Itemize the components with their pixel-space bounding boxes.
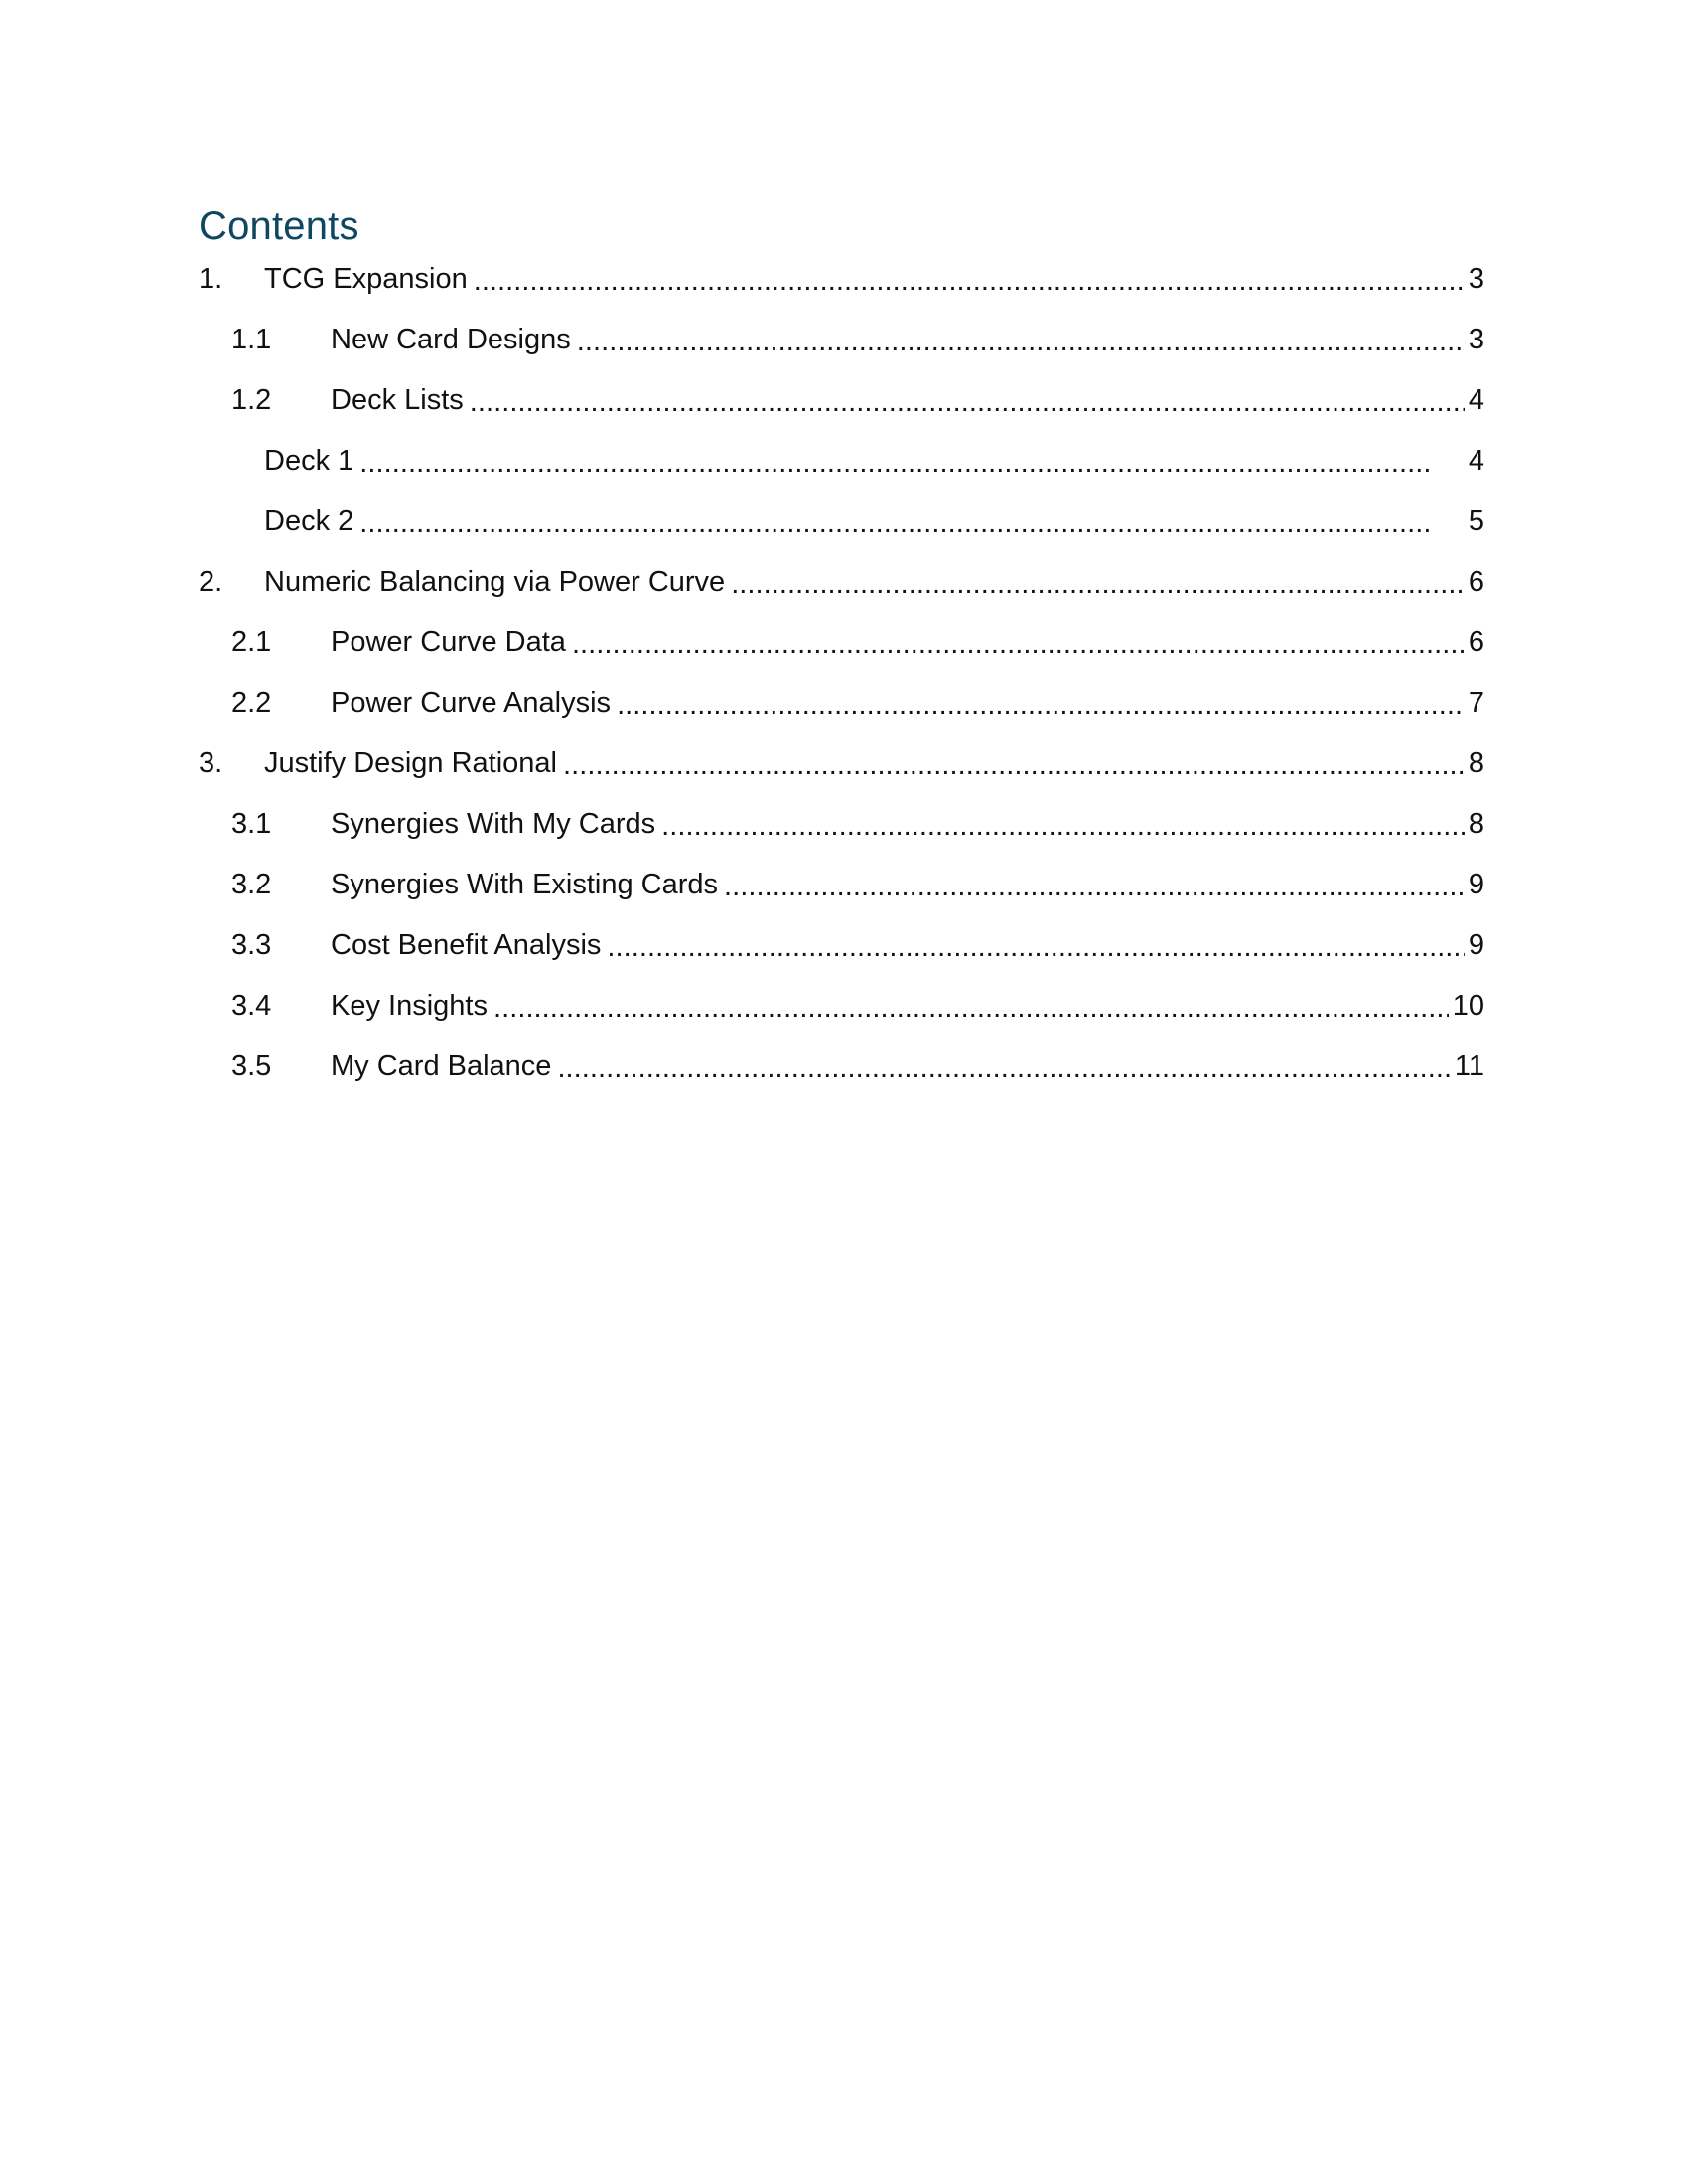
toc-entry-number: 2.2 xyxy=(231,686,272,719)
toc-entry-number: 2.1 xyxy=(231,625,272,658)
toc-entry-title: Synergies With My Cards xyxy=(331,807,656,840)
toc-entry-title: Cost Benefit Analysis xyxy=(331,928,602,961)
toc-entry[interactable] xyxy=(199,430,1484,490)
dot-leader xyxy=(577,324,1465,359)
toc-entry[interactable] xyxy=(199,672,1484,733)
toc-entry[interactable] xyxy=(199,309,1484,369)
toc-entry[interactable] xyxy=(199,914,1484,975)
table-of-contents xyxy=(199,248,1484,1096)
toc-entry[interactable] xyxy=(199,975,1484,1035)
toc-entry[interactable] xyxy=(199,1035,1484,1096)
toc-entry-page: 11 xyxy=(1454,1049,1484,1082)
toc-entry-title: Power Curve Analysis xyxy=(331,686,612,719)
toc-entry-number: 1.2 xyxy=(231,383,272,416)
dot-leader xyxy=(572,626,1465,662)
dot-leader xyxy=(474,263,1465,299)
toc-entry-page: 6 xyxy=(1468,625,1484,658)
dot-leader xyxy=(724,869,1465,904)
toc-entry[interactable] xyxy=(199,793,1484,854)
toc-entry-number: 3.3 xyxy=(231,928,272,961)
toc-entry-title: Power Curve Data xyxy=(331,625,566,658)
toc-entry[interactable] xyxy=(199,612,1484,672)
dot-leader xyxy=(661,808,1465,844)
toc-entry-page: 3 xyxy=(1468,262,1484,295)
toc-entry-title: Numeric Balancing via Power Curve xyxy=(264,565,726,598)
toc-entry-page: 9 xyxy=(1468,928,1484,961)
dot-leader xyxy=(359,505,1465,541)
toc-entry-page: 5 xyxy=(1468,504,1484,537)
toc-entry[interactable] xyxy=(199,248,1484,309)
toc-entry-page: 8 xyxy=(1468,747,1484,779)
toc-entry-number: 2. xyxy=(199,565,223,598)
dot-leader xyxy=(359,445,1465,480)
dot-leader xyxy=(731,566,1465,602)
toc-entry-title: Key Insights xyxy=(331,989,488,1022)
toc-entry-page: 3 xyxy=(1468,323,1484,355)
toc-entry-title: TCG Expansion xyxy=(264,262,468,295)
toc-entry-title: Justify Design Rational xyxy=(264,747,557,779)
toc-entry[interactable] xyxy=(199,369,1484,430)
dot-leader xyxy=(557,1050,1450,1086)
toc-entry-page: 8 xyxy=(1468,807,1484,840)
toc-entry-page: 7 xyxy=(1468,686,1484,719)
toc-entry-page: 4 xyxy=(1468,383,1484,416)
toc-entry-title: Synergies With Existing Cards xyxy=(331,868,719,900)
dot-leader xyxy=(617,687,1465,723)
dot-leader xyxy=(470,384,1465,420)
toc-entry[interactable] xyxy=(199,551,1484,612)
toc-entry-title: Deck Lists xyxy=(331,383,464,416)
toc-entry-title: Deck 2 xyxy=(264,504,354,537)
dot-leader xyxy=(563,748,1465,783)
toc-entry-page: 9 xyxy=(1468,868,1484,900)
toc-entry-title: New Card Designs xyxy=(331,323,571,355)
toc-entry-number: 3.1 xyxy=(231,807,272,840)
toc-entry[interactable] xyxy=(199,733,1484,793)
toc-entry-number: 3.5 xyxy=(231,1049,272,1082)
toc-entry[interactable] xyxy=(199,490,1484,551)
toc-entry-number: 1.1 xyxy=(231,323,272,355)
toc-entry-number: 1. xyxy=(199,262,223,295)
toc-entry-page: 10 xyxy=(1452,989,1484,1022)
toc-entry-number: 3.4 xyxy=(231,989,272,1022)
toc-entry-title: My Card Balance xyxy=(331,1049,552,1082)
toc-entry-number: 3.2 xyxy=(231,868,272,900)
toc-entry-page: 6 xyxy=(1468,565,1484,598)
dot-leader xyxy=(493,990,1449,1025)
toc-entry[interactable] xyxy=(199,854,1484,914)
toc-heading: Contents xyxy=(199,205,359,248)
dot-leader xyxy=(607,929,1464,965)
toc-entry-number: 3. xyxy=(199,747,223,779)
toc-entry-title: Deck 1 xyxy=(264,444,354,477)
toc-entry-page: 4 xyxy=(1468,444,1484,477)
